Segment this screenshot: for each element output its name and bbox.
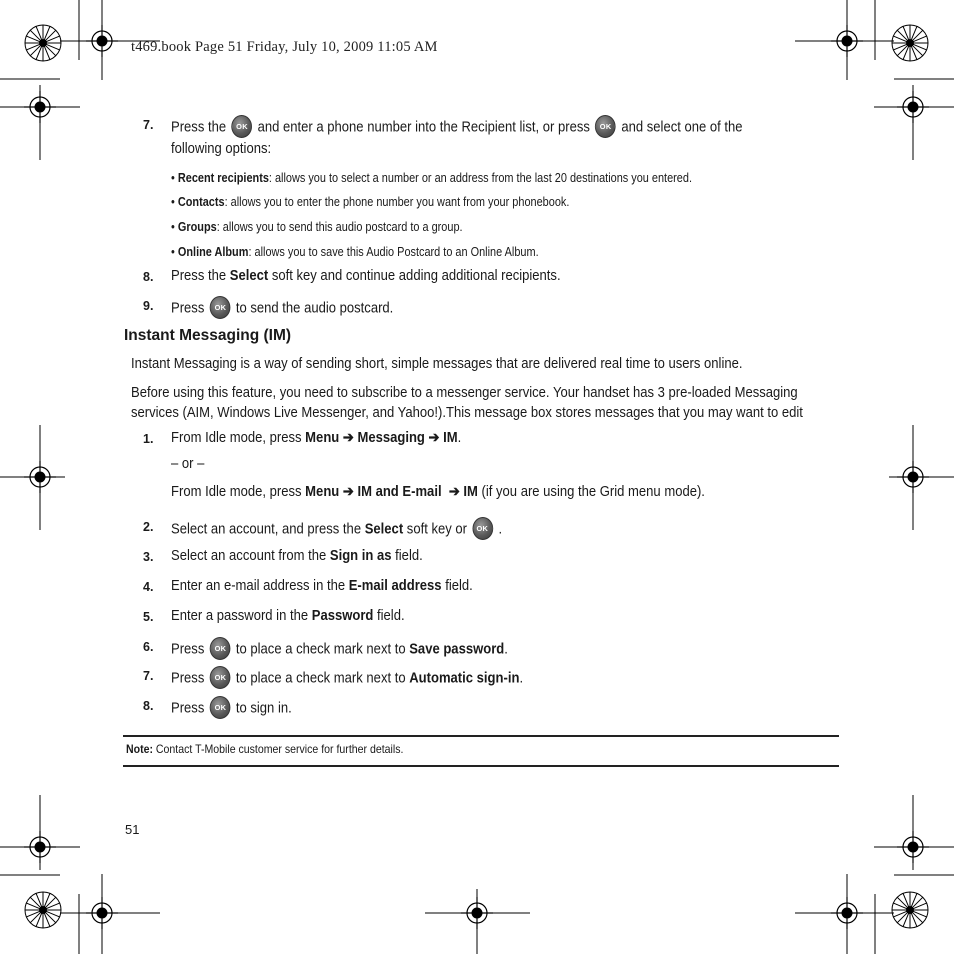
bullet-contacts: • Contacts: allows you to enter the phone number you want from your phonebook.: [171, 194, 570, 209]
step-number: 9.: [143, 299, 154, 313]
im-step-7-text: Press OK to place a check mark next to Automatic sign-in.: [171, 667, 523, 690]
intro-paragraph-1: Instant Messaging is a way of sending short, simple messages that are delivered real time to users online.: [131, 356, 743, 372]
section-heading: Instant Messaging (IM): [124, 327, 292, 344]
im-step-5-text: Enter a password in the Password field.: [171, 608, 405, 624]
im-step-4-text: Enter an e-mail address in the E-mail address field.: [171, 578, 473, 594]
ok-key-icon: OK: [210, 666, 231, 689]
ok-key-icon: OK: [232, 115, 253, 138]
im-step-2-text: Select an account, and press the Select soft key or OK .: [171, 518, 502, 541]
step-number: 6.: [143, 640, 154, 654]
intro-paragraph-2-line-1: Before using this feature, you need to subscribe to a messenger service. Your handset has 3 pre-loaded Messaging: [131, 385, 798, 401]
ok-key-icon: OK: [210, 696, 231, 719]
bullet-groups: • Groups: allows you to send this audio postcard to a group.: [171, 219, 463, 234]
ok-key-icon: OK: [210, 296, 231, 319]
step-number: 7.: [143, 118, 154, 132]
book-header-info: t469.book Page 51 Friday, July 10, 2009 11:05 AM: [131, 39, 438, 55]
step-number: 8.: [143, 699, 154, 713]
bullet-online-album: • Online Album: allows you to save this Audio Postcard to an Online Album.: [171, 244, 539, 259]
step-number: 2.: [143, 520, 154, 534]
bullet-recent-recipients: • Recent recipients: allows you to select a number or an address from the last 20 destinations you entered.: [171, 170, 692, 185]
note-bottom-rule: [123, 765, 839, 767]
step-7-line-2: following options:: [171, 141, 272, 157]
note-top-rule: [123, 735, 839, 737]
step-8-text: Press the Select soft key and continue adding additional recipients.: [171, 268, 561, 284]
im-step-1-text: From Idle mode, press Menu ➔ Messaging ➔ IM.: [171, 430, 462, 446]
im-step-1-alt-text: From Idle mode, press Menu ➔ IM and E-mail ➔ IM (if you are using the Grid menu mode).: [171, 484, 705, 500]
ok-key-icon: OK: [210, 637, 231, 660]
or-separator: – or –: [171, 456, 205, 472]
ok-key-icon: OK: [595, 115, 616, 138]
step-number: 3.: [143, 550, 154, 564]
note-text: Note: Contact T-Mobile customer service for further details.: [126, 742, 404, 756]
step-number: 7.: [143, 669, 154, 683]
page-number: 51: [125, 822, 140, 837]
im-step-3-text: Select an account from the Sign in as field.: [171, 548, 423, 564]
step-number: 5.: [143, 610, 154, 624]
step-number: 4.: [143, 580, 154, 594]
step-9-text: Press OK to send the audio postcard.: [171, 297, 393, 320]
im-step-6-text: Press OK to place a check mark next to Save password.: [171, 638, 508, 661]
step-number: 1.: [143, 432, 154, 446]
step-number: 8.: [143, 270, 154, 284]
step-7-line-1: Press the OK and enter a phone number into the Recipient list, or press OK and select one of the: [171, 116, 743, 139]
intro-paragraph-2-line-2: services (AIM, Windows Live Messenger, and Yahoo!).This message box stores messages that you may want to edit: [131, 405, 803, 421]
ok-key-icon: OK: [472, 517, 493, 540]
im-step-8-text: Press OK to sign in.: [171, 697, 292, 720]
